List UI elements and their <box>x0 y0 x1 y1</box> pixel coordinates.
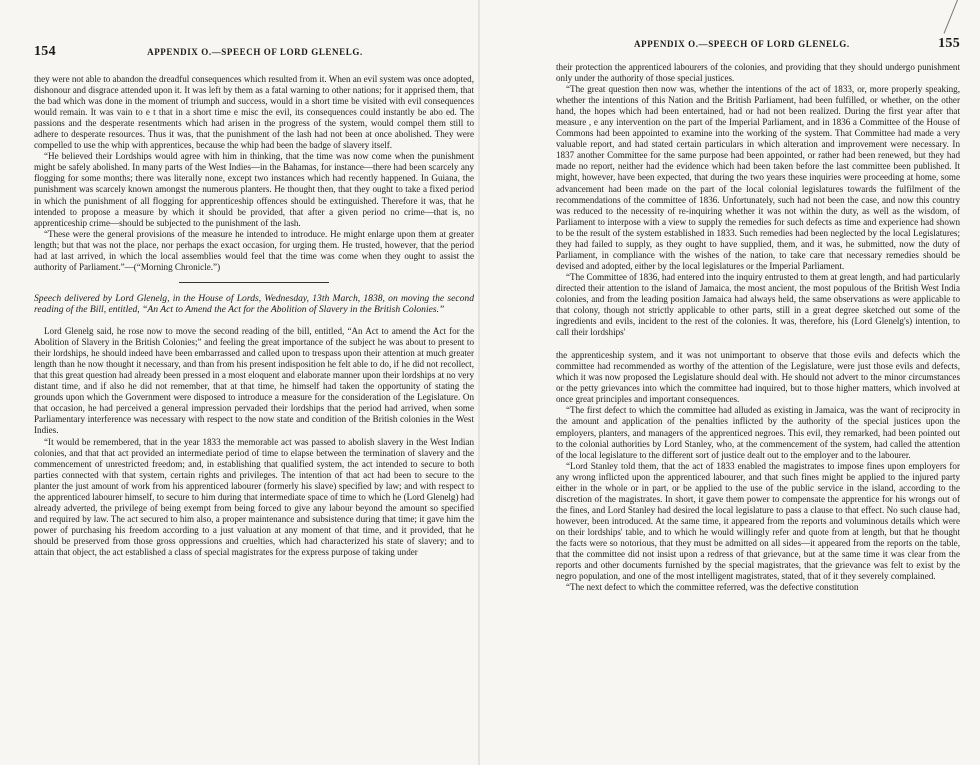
page-number: 154 <box>34 44 56 59</box>
speech-heading: Speech delivered by Lord Glenelg, in the House of Lords, Wednesday, 13th March, 1838, on moving the second reading of the Bill, entitled, “An Act to Amend the Act for the Abolition of Slavery in the British Colonies.” <box>34 292 474 316</box>
paragraph: “Lord Stanley told them, that the act of 1833 enabled the magistrates to impose fines upon employers for any wrong inflicted upon the apprenticed labourer, and that such fines might be applied to the injured party either in the whole or in part, or be applied to the use of the public service in the island, according to the discretion of the magistrates. In short, it gave them power to compensate the apprentice for his wrongs out of the fines, and Lord Stanley had desired the local legislature to pass a clause to that effect. No such clause had, however, been introduced. At the same time, it appeared from the reports and voluminous details which were on their lordships' table, and to which he would willingly refer and quote from at length, but that he thought the facts were so notorious, that they must be admitted on all sides—it appeared from the reports on the table, that the committee did not insist upon a redress of that grievance, but at the same time it was clear from the reports and other documents furnished by the special magistrates, that the grievance was felt to exist by the negro population, and one of the most intelligent magistrates, stated, that of it they severely complained. <box>556 460 960 582</box>
left-page-header <box>34 44 474 60</box>
running-head: APPENDIX O.—SPEECH OF LORD GLENELG. <box>634 39 850 49</box>
paragraph: their protection the apprenticed labourers of the colonies, and providing that they should undergo punishment only under the authority of those special justices. <box>556 62 960 84</box>
paragraph: “The great question then now was, whether the intentions of the act of 1833, or, more properly speaking, whether the intentions of this Nation and the British Parliament, had been fulfilled, or whether, on the other hand, the hopes which had been entertained, had or had not been realized. During the first year after that measure , e any intervention on the part of the Imperial Parliament, and in 1836 a Committee of the House of Commons had been appointed to examine into the working of the system. That Committee had made a very valuable report, and had stated certain particulars in which alteration and improvement were necessary. In 1837 another Committee for the same purpose had been appointed, or rather had been renewed, but they had made no report, neither had the evidence which had been taken before the last committee been published. It might, however, have been expected, that during the two years these inquiries were proceeding at home, some advancement had been made on the part of the local colonial legislatures towards the fulfilment of the recommendations of the committee of 1836. Unfortunately, such had not been the case, and now this country was reduced to the necessity of re-inquiring whether it was not within the duty, as well as the wisdom, of Parliament to interpose with a view to supply the remedies for such defects as time and experience had shown to be the result of the system established in 1833. Such remedies had been neglected by the local Legislatures; they had failed to supply, as they ought to have supplied, them, and it was, he submitted, now the duty of Parliament, in compliance with the wishes of the nation, to take care that necessary remedies should be devised and adopted, either by the local legislatures or the Imperial Parliament. <box>556 84 960 271</box>
running-head: APPENDIX O.—SPEECH OF LORD GLENELG. <box>147 47 363 57</box>
paragraph: they were not able to abandon the dreadful consequences which resulted from it. When an evil system was once adopted, dishonour and disgrace attended upon it. It was left by them as a fatal warning to other nations; for it apprised them, that the bad which was done in the moment of triumph and success, would in a short time be visited with evil consequences would remain. It was vain to e t that in a short time e misc the evil, its consequences could instantly be abo ed. The passions and the desperate resentments which had arisen in the progress of the system, would compel them still to adhere to desperate resources. Thus it was, that the punishment of the lash had not been at once abolished. They were compelled to use the whip with apprentices, because the whip had been the badge of slavery itself. <box>34 74 474 151</box>
right-page-header <box>556 36 960 52</box>
pencil-mark <box>944 0 958 34</box>
paragraph: Lord Glenelg said, he rose now to move the second reading of the bill, entitled, “An Act to amend the Act for the Abolition of Slavery in the British Colonies;” and feeling the great importance of the subject he was about to present to their lordships, he should indeed have been embarrassed and called upon to trespass upon their attention at much greater length than he now thought it necessary, and than from his present indisposition he felt able to do, if he did not recollect, that this great question had already been pressed in a most eloquent and elaborate manner upon their lordships at no very distant time, and if also he did not remember, that at that time, he himself had taken the opportunity of stating the grounds upon which the Government were disposed to introduce a measure for the consideration of the Legislature. On that occasion, he had perceived a general impression pervaded their lordships that the period had arrived, when some Parliamentary interference was necessary with respect to the now state and condition of the British colonies in the West Indies. <box>34 326 474 436</box>
paragraph: “The first defect to which the committee had alluded as existing in Jamaica, was the want of reciprocity in the amount and application of the penalties inflicted by the authority of the special justices upon the employers, planters, and managers of the apprenticed negroes. This evil, they remarked, had been pointed out to the colonial authorities by Lord Stanley, who, at the commencement of the system, had called the attention of the local legislature to the different sort of justice dealt out to the employer and to the labourer. <box>556 405 960 460</box>
left-page <box>0 0 480 765</box>
paragraph: the apprenticeship system, and it was not unimportant to observe that those evils and defects which the committee had recommended as worthy of the attention of the Legislature, were just those evils and defects, which it was now proposed the Legislature should deal with. He should not advert to the minor circumstances or the petty grievances into which the committee had inquired, but to those higher matters, which involved at once great principles and important consequences. <box>556 350 960 405</box>
paragraph: “He believed their Lordships would agree with him in thinking, that the time was now come when the punishment might be safely abolished. In many parts of the West Indies—in the Bahamas, for instance—there had been scarcely any flogging for some months; there was literally none, except two instances which had recently happened. In Guiana, the punishment was scarcely known amongst the numerous planters. He thought then, that they ought to take a fixed period in which the punishment of all flogging for apprenticeship offences should be extinguished. Therefore it was, that he intended to propose a measure by which it should be provided, that after a given period no crime—that is, no apprenticeship crime—should be subjected to the punishment of the lash. <box>34 151 474 228</box>
right-page <box>480 0 980 765</box>
paragraph: “The Committee of 1836, had entered into the inquiry entrusted to them at great length, and had particularly directed their attention to the island of Jamaica, the most ancient, the most populous of the British West India colonies, and from the leading position Jamaica had always held, the same observations as were applicable to that colony, though not strictly applicable to other parts, still in a great degree sketched out some of the ingredients and evils, incident to the rest of the colonies. It was, therefore, his (Lord Glenelg's) intention, to call their lordships' <box>556 271 960 338</box>
page-number: 155 <box>938 36 960 51</box>
paragraph: “The next defect to which the committee referred, was the defective constitution <box>566 582 859 593</box>
paragraph: “These were the general provisions of the measure he intended to introduce. He might enlarge upon them at greater length; but that was not the place, nor perhaps the exact occasion, for urging them. He trusted, however, that the period had at last arrived, in which the local assemblies would feel that the time was come when they ought to assist the authority of Parliament.”—(“Morning Chronicle.”) <box>34 228 474 272</box>
paragraph: “It would be remembered, that in the year 1833 the memorable act was passed to abolish slavery in the West Indian colonies, and that that act provided an intermediate period of time to elapse between the termination of slavery and the commencement of unrestricted freedom; and, in establishing that qualified system, the act intended to secure to both parties connected with that system, certain rights and privileges. The intention of that act had been to secure to the planter the just amount of work from his apprenticed labourer (formerly his slave) specified by law; and with respect to the apprenticed labourer himself, to secure to him during that intermediate space of time to which he (Lord Glenelg) had already adverted, the privilege of being exempt from being forced to give any labour beyond the amount so specified and required by law. The act secured to him also, a proper maintenance and subsistence during that time; it gave him the power of purchasing his freedom according to a just valuation at any moment of that time, and it provided, that he should be preserved from those gross oppressions and cruelties, which had characterized his state of slavery; and to attain that object, the act established a class of special magistrates for the express purpose of taking under <box>34 436 474 557</box>
section-divider <box>179 282 329 283</box>
